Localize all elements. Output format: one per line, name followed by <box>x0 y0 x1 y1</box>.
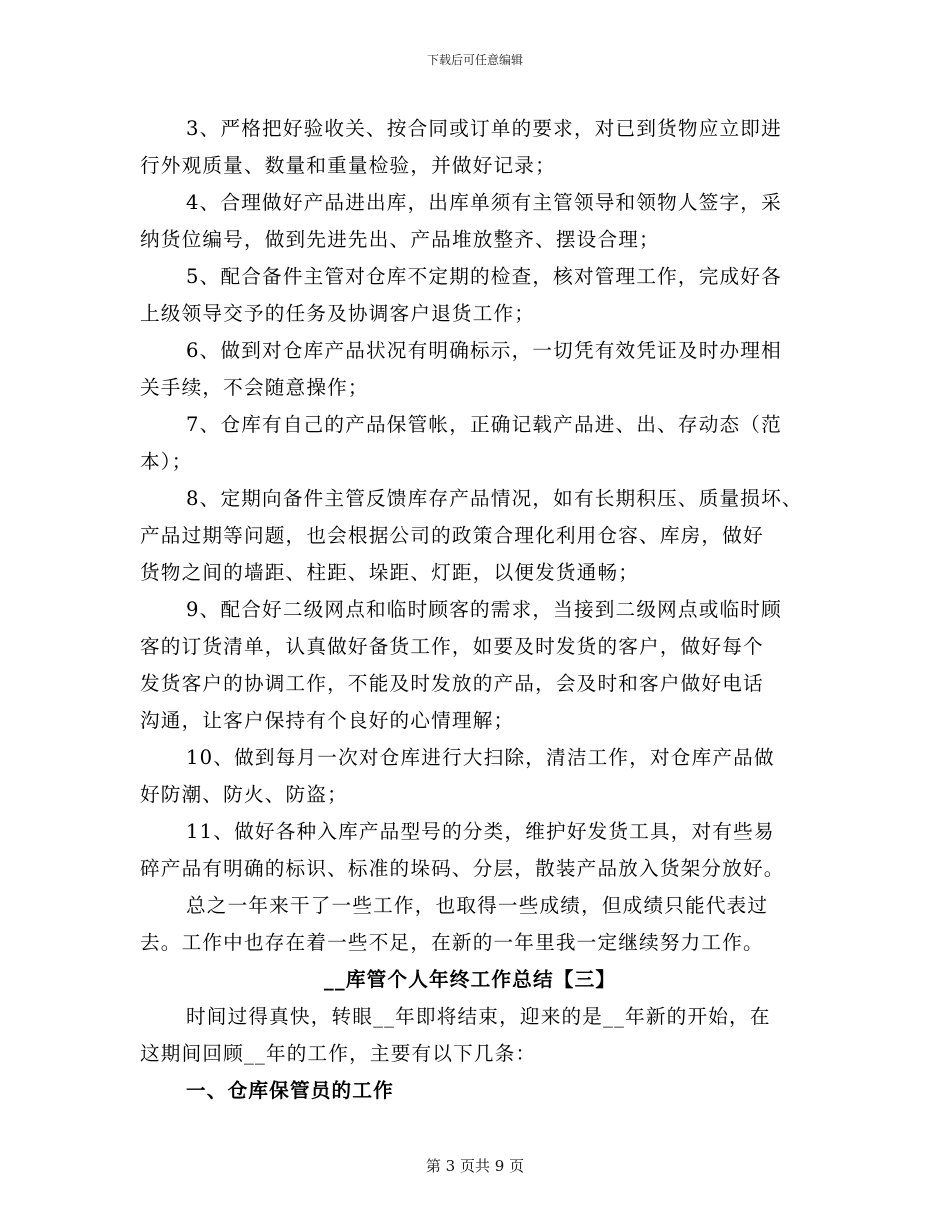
paragraph-line: 行外观质量、数量和重量检验，并做好记录； <box>140 154 556 177</box>
paragraph-line: 货物之间的墙距、柱距、垛距、灯距，以便发货通畅； <box>140 561 640 584</box>
paragraph-line: 5、配合备件主管对仓库不定期的检查，核对管理工作，完成好各 <box>186 265 782 288</box>
page-header: 下载后可任意编辑 <box>426 53 523 67</box>
paragraph-line: 4、合理做好产品进出库，出库单须有主管领导和领物人签字，采 <box>186 191 782 214</box>
paragraph-line: 产品过期等问题，也会根据公司的政策合理化利用仓容、库房，做好 <box>140 524 764 547</box>
paragraph-line: 11、做好各种入库产品型号的分类，维护好发货工具，对有些易 <box>186 820 775 843</box>
paragraph-line: 这期间回顾__年的工作，主要有以下几条： <box>140 1042 537 1065</box>
paragraph-line: 发货客户的协调工作，不能及时发放的产品，会及时和客户做好电话 <box>140 672 764 695</box>
paragraph-line: 沟通，让客户保持有个良好的心情理解； <box>140 709 515 732</box>
paragraph-line: 上级领导交予的任务及协调客户退货工作； <box>140 302 536 325</box>
paragraph-line: 本）； <box>140 450 193 473</box>
paragraph-line: 碎产品有明确的标识、标准的垛码、分层，散装产品放入货架分放好。 <box>140 857 785 880</box>
paragraph-line: 去。工作中也存在着一些不足，在新的一年里我一定继续努力工作。 <box>140 931 764 954</box>
section-title: __库管个人年终工作总结【三】 <box>323 968 617 991</box>
paragraph-line: 7、仓库有自己的产品保管帐，正确记载产品进、出、存动态（范 <box>186 413 782 436</box>
paragraph-line: 6、做到对仓库产品状况有明确标示，一切凭有效凭证及时办理相 <box>186 339 782 362</box>
document-body <box>140 110 820 1109</box>
paragraph-line: 好防潮、防火、防盗； <box>140 783 348 806</box>
paragraph-line: 客的订货清单，认真做好备货工作，如要及时发货的客户，做好每个 <box>140 635 764 658</box>
paragraph-line: 3、严格把好验收关、按合同或订单的要求，对已到货物应立即进 <box>186 117 782 140</box>
paragraph-line: 纳货位编号，做到先进先出、产品堆放整齐、摆设合理； <box>140 228 660 251</box>
paragraph-line: 时间过得真快，转眼__年即将结束，迎来的是__年新的开始，在 <box>186 1005 771 1028</box>
paragraph-line: 总之一年来干了一些工作，也取得一些成绩，但成绩只能代表过 <box>186 894 769 917</box>
subsection-heading: 一、仓库保管员的工作 <box>186 1079 394 1102</box>
paragraph-line: 8、定期向备件主管反馈库存产品情况，如有长期积压、质量损坏、 <box>186 487 803 510</box>
paragraph-line: 10、做到每月一次对仓库进行大扫除，清洁工作，对仓库产品做 <box>186 746 775 769</box>
page-number: 第 3 页共 9 页 <box>425 1157 525 1175</box>
paragraph-line: 关手续，不会随意操作； <box>140 376 369 399</box>
paragraph-line: 9、配合好二级网点和临时顾客的需求，当接到二级网点或临时顾 <box>186 598 782 621</box>
